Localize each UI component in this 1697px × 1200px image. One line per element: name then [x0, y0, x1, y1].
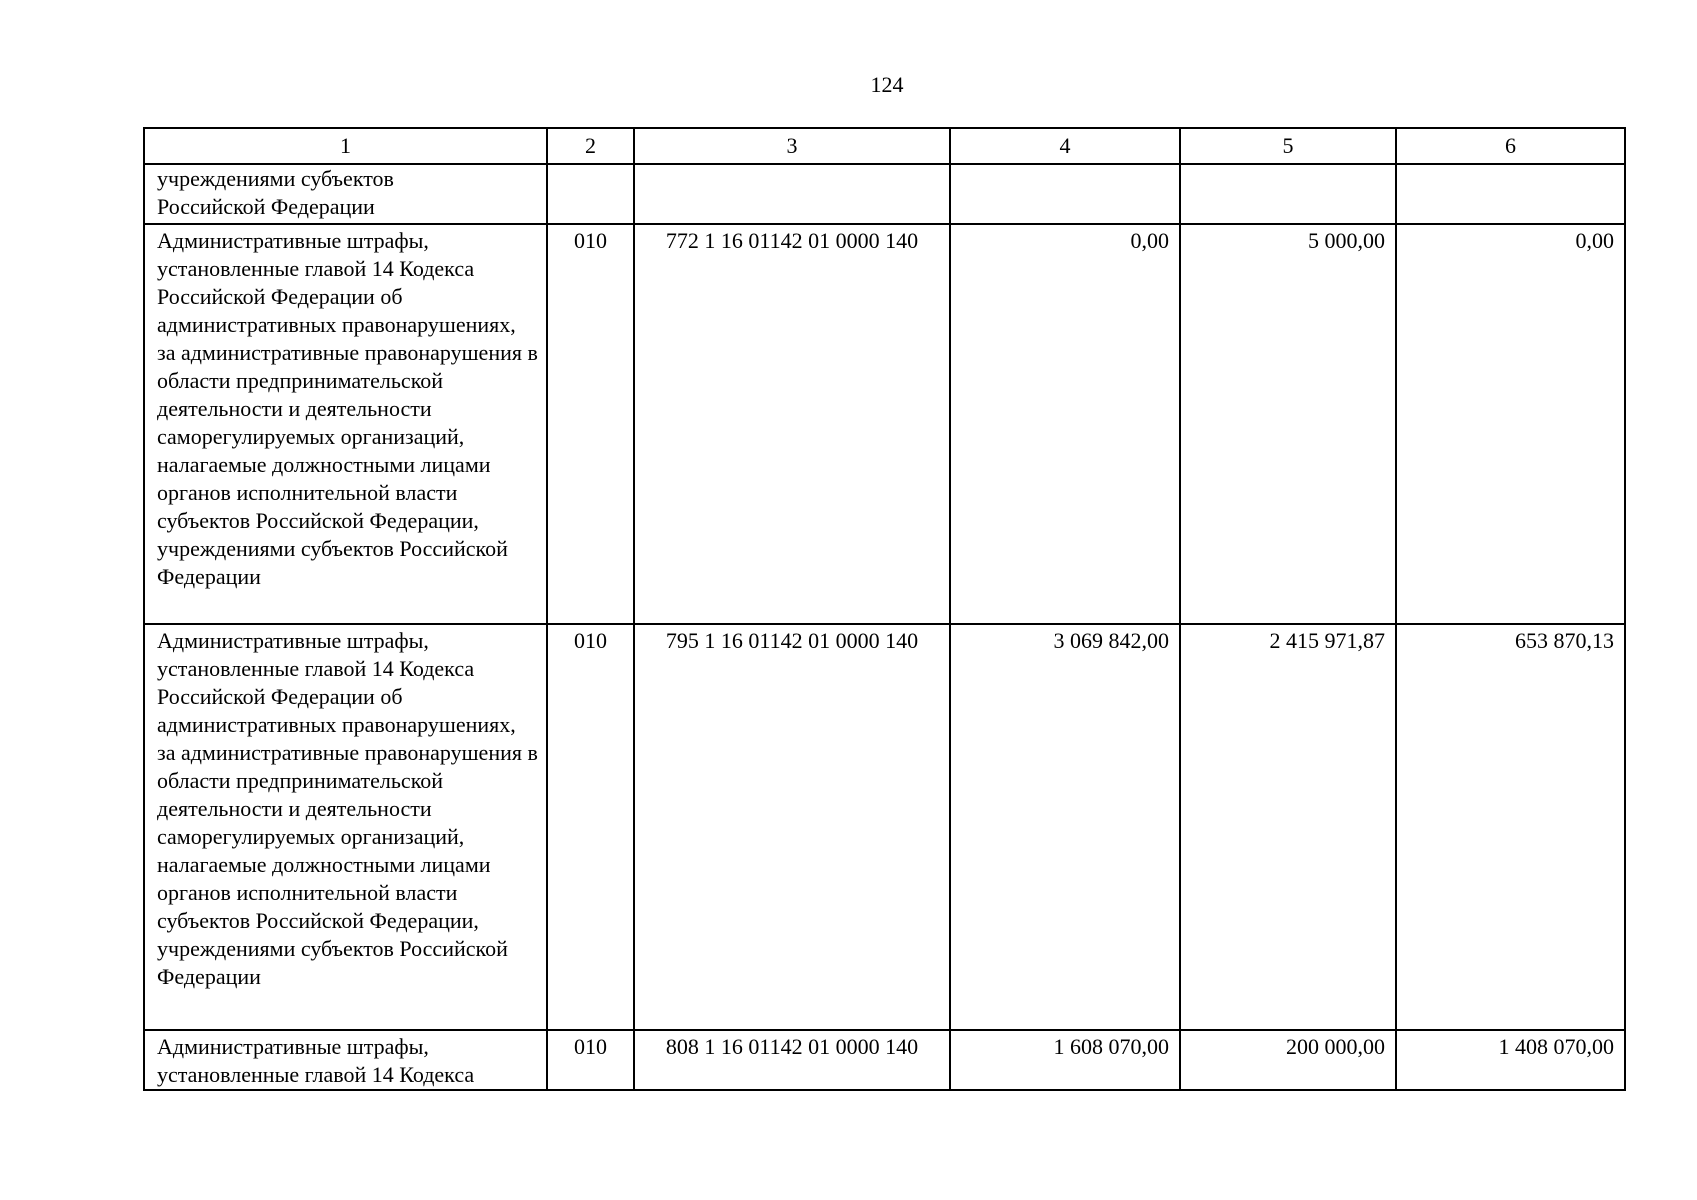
- report-table: [143, 127, 1626, 1091]
- row-col4-cell: 0,00: [950, 224, 1180, 624]
- page-number: 124: [870, 72, 904, 97]
- row-kbk-cell: [634, 164, 950, 224]
- row-name-text: Административные штрафы, установленные главой 14 Кодекса Российской Федерации об административных правонарушениях, за административные правонарушения в области предпринимательской деятельности и деятельности саморегулируемых организаций, налагаемые должностными лицами органов исполнительной власти субъектов Российской Федерации, учреждениями субъектов Российской Федерации: [157, 228, 538, 589]
- row-col5-cell: 2 415 971,87: [1180, 624, 1396, 1030]
- header-cell-5: 5: [1180, 128, 1396, 164]
- row-kbk-cell: 795 1 16 01142 01 0000 140: [634, 624, 950, 1030]
- row-col4-cell: 1 608 070,00: [950, 1030, 1180, 1090]
- row-col5-cell: [1180, 164, 1396, 224]
- row-name-text: Административные штрафы, установленные главой 14 Кодекса: [157, 1034, 475, 1087]
- row-code-cell: [547, 164, 634, 224]
- row-kbk-cell: 772 1 16 01142 01 0000 140: [634, 224, 950, 624]
- row-col6-cell: 653 870,13: [1396, 624, 1625, 1030]
- row-code-cell: 010: [547, 224, 634, 624]
- header-cell-3: 3: [634, 128, 950, 164]
- row-name-text: учреждениями субъектов Российской Федерации: [157, 166, 394, 219]
- table-row: [144, 1030, 1625, 1090]
- row-name-cell: [144, 224, 547, 624]
- row-col5-cell: 200 000,00: [1180, 1030, 1396, 1090]
- header-cell-1: 1: [144, 128, 547, 164]
- row-name-cell: [144, 164, 547, 224]
- header-cell-2: 2: [547, 128, 634, 164]
- row-col4-cell: [950, 164, 1180, 224]
- table-row: [144, 624, 1625, 1030]
- row-col6-cell: 0,00: [1396, 224, 1625, 624]
- row-col4-cell: 3 069 842,00: [950, 624, 1180, 1030]
- row-name-text: Административные штрафы, установленные главой 14 Кодекса Российской Федерации об административных правонарушениях, за административные правонарушения в области предпринимательской деятельности и деятельности саморегулируемых организаций, налагаемые должностными лицами органов исполнительной власти субъектов Российской Федерации, учреждениями субъектов Российской Федерации: [157, 628, 538, 989]
- header-row: [144, 128, 1625, 164]
- row-col6-cell: 1 408 070,00: [1396, 1030, 1625, 1090]
- header-cell-6: 6: [1396, 128, 1625, 164]
- header-cell-4: 4: [950, 128, 1180, 164]
- row-col6-cell: [1396, 164, 1625, 224]
- row-name-cell: [144, 624, 547, 1030]
- row-kbk-cell: 808 1 16 01142 01 0000 140: [634, 1030, 950, 1090]
- row-code-cell: 010: [547, 624, 634, 1030]
- row-col5-cell: 5 000,00: [1180, 224, 1396, 624]
- table-row: [144, 164, 1625, 224]
- row-code-cell: 010: [547, 1030, 634, 1090]
- table-row: [144, 224, 1625, 624]
- row-name-cell: [144, 1030, 547, 1090]
